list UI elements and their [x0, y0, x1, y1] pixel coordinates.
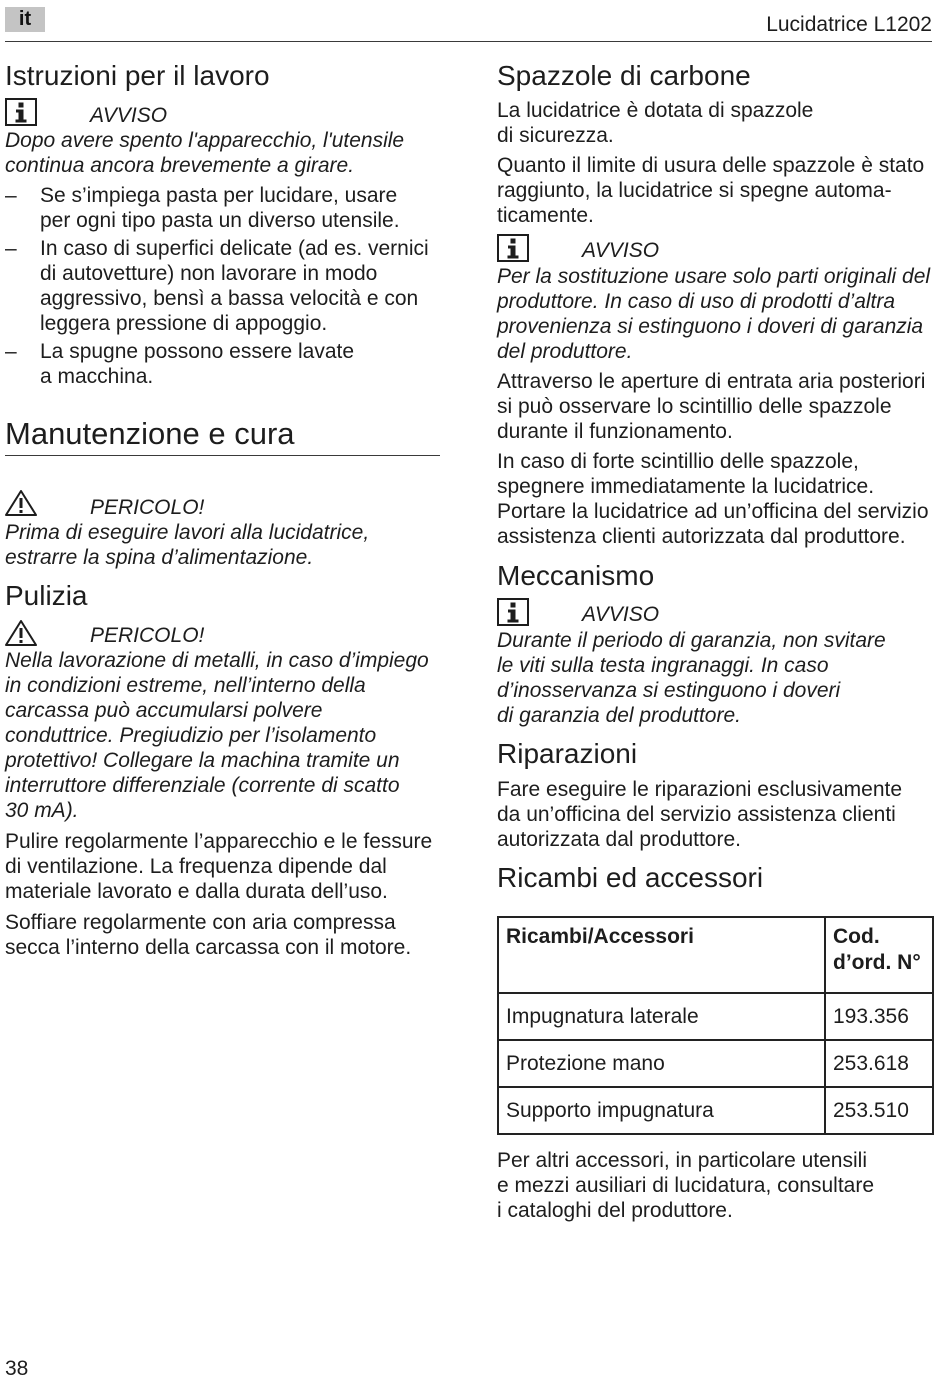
warning-triangle-icon	[4, 489, 38, 517]
part-code-cell: 253.618	[825, 1040, 933, 1087]
heading-meccanismo: Meccanismo	[497, 560, 655, 591]
paragraph	[497, 153, 924, 228]
list-item-text	[40, 183, 429, 233]
page-number: 38	[5, 1356, 29, 1380]
text-line: i cataloghi del produttore.	[497, 1198, 733, 1222]
text-line: produttore. In caso di uso di prodotti d’altra	[497, 289, 896, 313]
part-name-cell: Supporto impugnatura	[498, 1087, 825, 1134]
text-line: del produttore.	[497, 339, 633, 363]
paragraph	[497, 777, 902, 852]
notice-text	[497, 628, 886, 728]
heading-ricambi: Ricambi ed accessori	[497, 862, 764, 893]
info-icon	[497, 234, 529, 262]
section-rule	[5, 455, 440, 456]
text-line: leggera pressione di appoggio.	[40, 311, 328, 335]
list-item	[5, 183, 429, 233]
notice-text	[497, 264, 930, 364]
list-item	[5, 339, 429, 389]
text-line: aggressivo, bensì a bassa velocità e con	[40, 286, 419, 310]
text-line: Se s’impiega pasta per lucidare, usare	[40, 183, 398, 207]
list-item	[5, 236, 429, 336]
bullet-dash: –	[5, 339, 17, 363]
table-row	[498, 993, 933, 1040]
info-icon	[5, 98, 37, 126]
text-line: le viti sulla testa ingranaggi. In caso	[497, 653, 829, 677]
text-line: Attraverso le aperture di entrata aria posteriori	[497, 369, 926, 393]
text-line: di autovetture) non lavorare in modo	[40, 261, 378, 285]
text-line: e mezzi ausiliari di lucidatura, consultare	[497, 1173, 875, 1197]
text-line: Quanto il limite di usura delle spazzole è stato	[497, 153, 925, 177]
text-line: 30 mA).	[5, 798, 79, 822]
parts-table	[497, 916, 934, 1135]
part-code-cell: 253.510	[825, 1087, 933, 1134]
notice-text	[5, 128, 404, 178]
heading-spazzole: Spazzole di carbone	[497, 60, 751, 91]
paragraph	[497, 449, 929, 549]
text-line: a macchina.	[40, 364, 154, 388]
text-line: La lucidatrice è dotata di spazzole	[497, 98, 814, 122]
text-line: secca l’interno della carcassa con il motore.	[5, 935, 412, 959]
text-line: Portare la lucidatrice ad un’officina del servizio	[497, 499, 929, 523]
part-name-cell: Impugnatura laterale	[498, 993, 825, 1040]
text-line: raggiunto, la lucidatrice si spegne automa-	[497, 178, 892, 202]
heading-istruzioni: Istruzioni per il lavoro	[5, 60, 270, 91]
part-name-cell: Protezione mano	[498, 1040, 825, 1087]
text-line: Soffiare regolarmente con aria compressa	[5, 910, 396, 934]
column-header-code	[825, 917, 933, 993]
text-line: si può osservare lo scintillio delle spazzole	[497, 394, 892, 418]
text-line: provenienza si estinguono i doveri di garanzia	[497, 314, 924, 338]
danger-label: PERICOLO!	[90, 623, 205, 647]
text-line: carcassa può accumularsi polvere	[5, 698, 323, 722]
text-line: materiale lavorato e dalla durata dell’uso.	[5, 879, 388, 903]
info-icon	[497, 598, 529, 626]
text-line: protettivo! Collegare la machina tramite un	[5, 748, 400, 772]
column-header-part: Ricambi/Accessori	[498, 917, 825, 993]
heading-pulizia: Pulizia	[5, 580, 88, 611]
danger-text	[5, 648, 429, 823]
header-rule	[5, 41, 932, 42]
text-line: Nella lavorazione di metalli, in caso d’impiego	[5, 648, 429, 672]
warning-triangle-icon	[4, 619, 38, 647]
text-line: di ventilazione. La frequenza dipende dal	[5, 854, 387, 878]
column-header-code-line: Cod.	[833, 925, 880, 948]
text-line: autorizzata dal produttore.	[497, 827, 741, 851]
text-line: ticamente.	[497, 203, 594, 227]
paragraph	[497, 98, 813, 148]
paragraph	[497, 1148, 874, 1223]
list-item-text	[40, 339, 429, 389]
text-line: conduttrice. Pregiudizio per l’isolamento	[5, 723, 377, 747]
text-line: Durante il periodo di garanzia, non svitare	[497, 628, 886, 652]
text-line: Prima di eseguire lavori alla lucidatrice,	[5, 520, 370, 544]
product-title: Lucidatrice L1202	[766, 12, 932, 36]
text-line: continua ancora brevemente a girare.	[5, 153, 355, 177]
paragraph	[497, 369, 925, 444]
text-line: In caso di superfici delicate (ad es. vernici	[40, 236, 429, 260]
notice-label: AVVISO	[582, 238, 660, 262]
instruction-list	[5, 183, 429, 392]
paragraph	[5, 910, 411, 960]
text-line: spegnere immediatamente la lucidatrice.	[497, 474, 875, 498]
text-line: Pulire regolarmente l’apparecchio e le fessure	[5, 829, 433, 853]
notice-label: AVVISO	[90, 103, 168, 127]
heading-riparazioni: Riparazioni	[497, 738, 638, 769]
text-line: Fare eseguire le riparazioni esclusivamente	[497, 777, 903, 801]
table-row	[498, 1040, 933, 1087]
part-code-cell: 193.356	[825, 993, 933, 1040]
text-line: Dopo avere spento l'apparecchio, l'utensile	[5, 128, 405, 152]
text-line: La spugne possono essere lavate	[40, 339, 355, 363]
list-item-text	[40, 236, 429, 336]
heading-manutenzione: Manutenzione e cura	[5, 416, 295, 451]
bullet-dash: –	[5, 183, 17, 207]
column-header-code-line: d’ord. N°	[833, 951, 921, 974]
danger-text	[5, 520, 369, 570]
text-line: da un’officina del servizio assistenza clienti	[497, 802, 896, 826]
text-line: d’inosservanza si estinguono i doveri	[497, 678, 841, 702]
text-line: assistenza clienti autorizzata dal produttore.	[497, 524, 906, 548]
table-row	[498, 1087, 933, 1134]
text-line: Per la sostituzione usare solo parti originali del	[497, 264, 931, 288]
danger-label: PERICOLO!	[90, 495, 205, 519]
bullet-dash: –	[5, 236, 17, 260]
text-line: di garanzia del produttore.	[497, 703, 741, 727]
text-line: per ogni tipo pasta un diverso utensile.	[40, 208, 400, 232]
text-line: interruttore differenziale (corrente di scatto	[5, 773, 400, 797]
language-badge: it	[5, 7, 45, 32]
text-line: In caso di forte scintillio delle spazzole,	[497, 449, 859, 473]
text-line: Per altri accessori, in particolare utensili	[497, 1148, 867, 1172]
text-line: durante il funzionamento.	[497, 419, 733, 443]
paragraph	[5, 829, 432, 904]
notice-label: AVVISO	[582, 602, 660, 626]
table-header-row	[498, 917, 933, 993]
text-line: estrarre la spina d’alimentazione.	[5, 545, 314, 569]
text-line: in condizioni estreme, nell’interno della	[5, 673, 366, 697]
text-line: di sicurezza.	[497, 123, 614, 147]
